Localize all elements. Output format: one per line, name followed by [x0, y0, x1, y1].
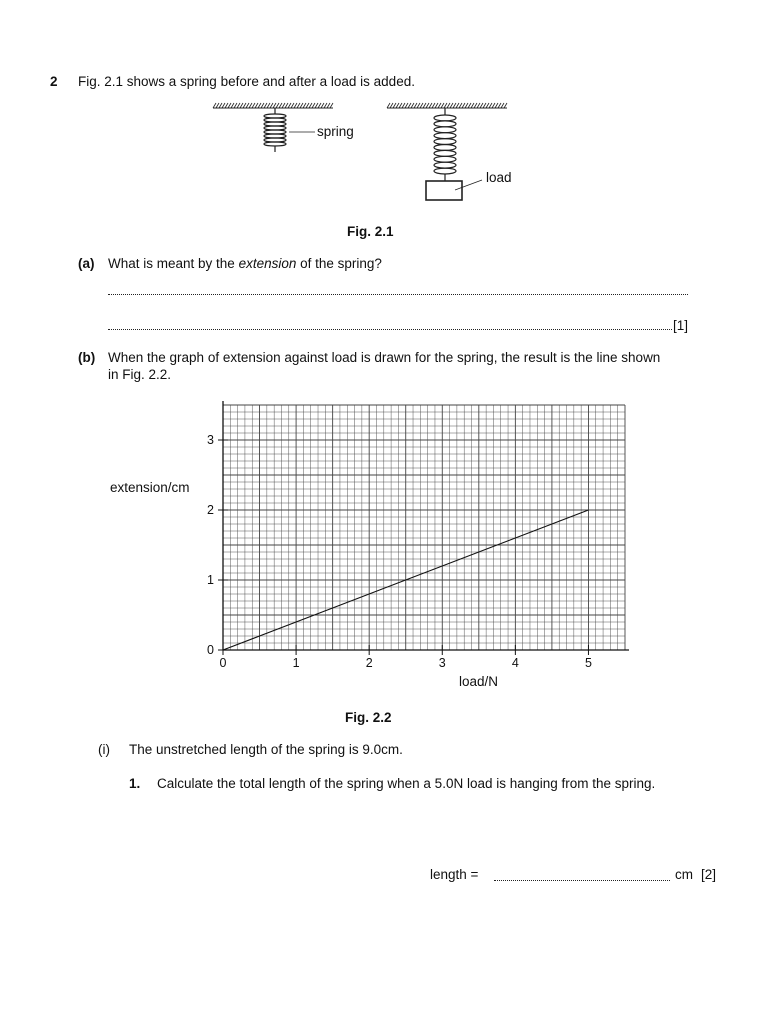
x-tick-label: 0 — [219, 656, 227, 670]
fig1-caption: Fig. 2.1 — [347, 224, 394, 239]
part-a-label: (a) — [78, 256, 95, 271]
x-tick-label: 1 — [292, 656, 300, 670]
spring-loaded — [434, 108, 456, 181]
spring-label: spring — [317, 124, 354, 139]
length-answer-field[interactable] — [494, 880, 670, 881]
question-number: 2 — [50, 74, 58, 89]
load-label: load — [486, 170, 512, 185]
fig2-caption: Fig. 2.2 — [345, 710, 392, 725]
extension-load-chart — [110, 395, 640, 700]
answer-line-a2[interactable] — [108, 329, 672, 330]
spring-figure — [205, 100, 545, 210]
question-intro: Fig. 2.1 shows a spring before and after a load is added. — [78, 74, 415, 89]
x-tick-label: 2 — [365, 656, 373, 670]
sub1-label: 1. — [129, 776, 141, 791]
part-a-text-before: What is meant by the — [108, 256, 239, 271]
spring-unloaded — [264, 108, 286, 152]
part-i-marks: [2] — [701, 867, 717, 882]
sub1-text: Calculate the total length of the spring when a 5.0N load is hanging from the spring. — [157, 776, 656, 791]
x-tick-label: 3 — [438, 656, 446, 670]
part-i-text: The unstretched length of the spring is 9.0cm. — [129, 742, 403, 757]
y-tick-label: 3 — [207, 433, 214, 447]
answer-prefix: length = — [430, 867, 479, 882]
part-b-label: (b) — [78, 350, 96, 365]
part-b-line2: in Fig. 2.2. — [108, 367, 172, 382]
y-tick-label: 1 — [207, 573, 214, 587]
x-tick-label: 4 — [511, 656, 519, 670]
answer-unit: cm — [675, 867, 693, 882]
part-a-question — [108, 256, 382, 271]
part-a-italic-term: extension — [238, 256, 297, 271]
load-block — [426, 181, 462, 200]
x-axis-label: load/N — [459, 674, 499, 689]
part-b-line1: When the graph of extension against load is drawn for the spring, the result is the line shown — [108, 350, 661, 365]
y-axis-label: extension/cm — [110, 480, 190, 495]
part-a-marks: [1] — [673, 318, 689, 333]
answer-line-a1[interactable] — [108, 294, 688, 295]
part-a-text-after: of the spring? — [296, 256, 382, 271]
part-i-label: (i) — [98, 742, 110, 757]
y-tick-label: 2 — [207, 503, 214, 517]
y-tick-label: 0 — [207, 643, 214, 657]
x-tick-label: 5 — [584, 656, 592, 670]
